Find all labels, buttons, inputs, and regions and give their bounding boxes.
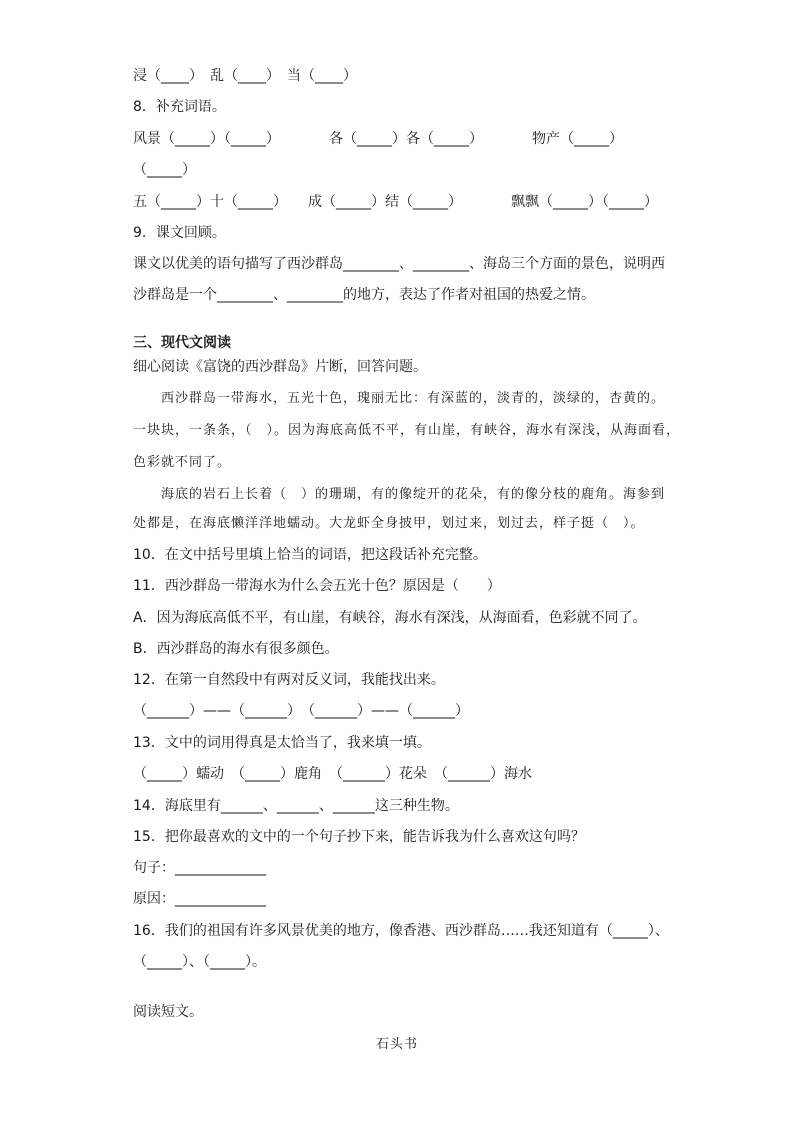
passage-line-4: 海底的岩石上长着（ ）的珊瑚，有的像绽开的花朵，有的像分枝的鹿角。海参到 [133, 487, 666, 502]
question-8: 8．补充词语。 [133, 99, 226, 115]
fill-line-words-3: 五（_____）十（_____） 成（_____）结（_____） 飘飘（_____）（_____） [133, 194, 658, 210]
question-16-blanks: （_____）、（_____）。 [133, 954, 266, 970]
option-a: A．因为海底高低不平，有山崖，有峡谷，海水有深浅，从海面看，色彩就不同了。 [133, 610, 647, 626]
question-10: 10．在文中括号里填上恰当的词语，把这段话补充完整。 [133, 547, 487, 563]
fill-line-words-2: （_____） [133, 162, 196, 178]
question-12: 12．在第一自然段中有两对反义词，我能找出来。 [133, 672, 445, 688]
fill-line-words-1: 风景（_____）（_____） 各（_____）各（_____） 物产（_____） [133, 131, 623, 147]
question-11: 11．西沙群岛一带海水为什么会五光十色？原因是（ ） [133, 578, 501, 594]
article-title: 石头书 [375, 1037, 418, 1052]
question-9-text-2: 沙群岛是一个________、________的地方，表达了作者对祖国的热爱之情。 [133, 287, 595, 303]
passage-line-3: 色彩就不同了。 [133, 455, 232, 470]
option-b: B．西沙群岛的海水有很多颜色。 [133, 641, 339, 657]
sentence-blank: 句子：_____________ [133, 860, 266, 876]
question-16: 16．我们的祖国有许多风景优美的地方，像香港、西沙群岛……我还知道有（_____）、 [133, 923, 669, 939]
section-heading: 三、现代文阅读 [133, 335, 231, 351]
reading-instruction: 细心阅读《富饶的西沙群岛》片断，回答问题。 [133, 359, 427, 375]
fill-line-jin-luan-dang: 浸（____） 乱（____） 当（____） [133, 68, 357, 84]
passage-line-2: 一块块，一条条，（ ）。因为海底高低不平，有山崖，有峡谷，海水有深浅，从海面看， [133, 423, 681, 438]
reason-blank: 原因：_____________ [133, 891, 266, 907]
question-9-text-1: 课文以优美的语句描写了西沙群岛________、________、海岛三个方面的景色，说明西 [133, 256, 665, 272]
read-short-text: 阅读短文。 [133, 1004, 203, 1020]
question-9: 9．课文回顾。 [133, 225, 226, 241]
question-15: 15．把你最喜欢的文中的一个句子抄下来，能告诉我为什么喜欢这句吗？ [133, 829, 585, 845]
question-12-blanks: （______）——（______） （______）——（______） [133, 703, 469, 719]
passage-line-1: 西沙群岛一带海水，五光十色，瑰丽无比：有深蓝的，淡青的，淡绿的，杏黄的。 [133, 391, 666, 406]
passage-line-5: 处都是，在海底懒洋洋地蠕动。大龙虾全身披甲，划过来，划过去，样子挺（ ）。 [133, 516, 645, 531]
question-13-blanks: （_____）蠕动 （_____）鹿角 （______）花朵 （______）海水 [133, 766, 532, 782]
question-13: 13．文中的词用得真是太恰当了，我来填一填。 [133, 735, 431, 751]
question-14: 14．海底里有______、______、______这三种生物。 [133, 798, 459, 814]
